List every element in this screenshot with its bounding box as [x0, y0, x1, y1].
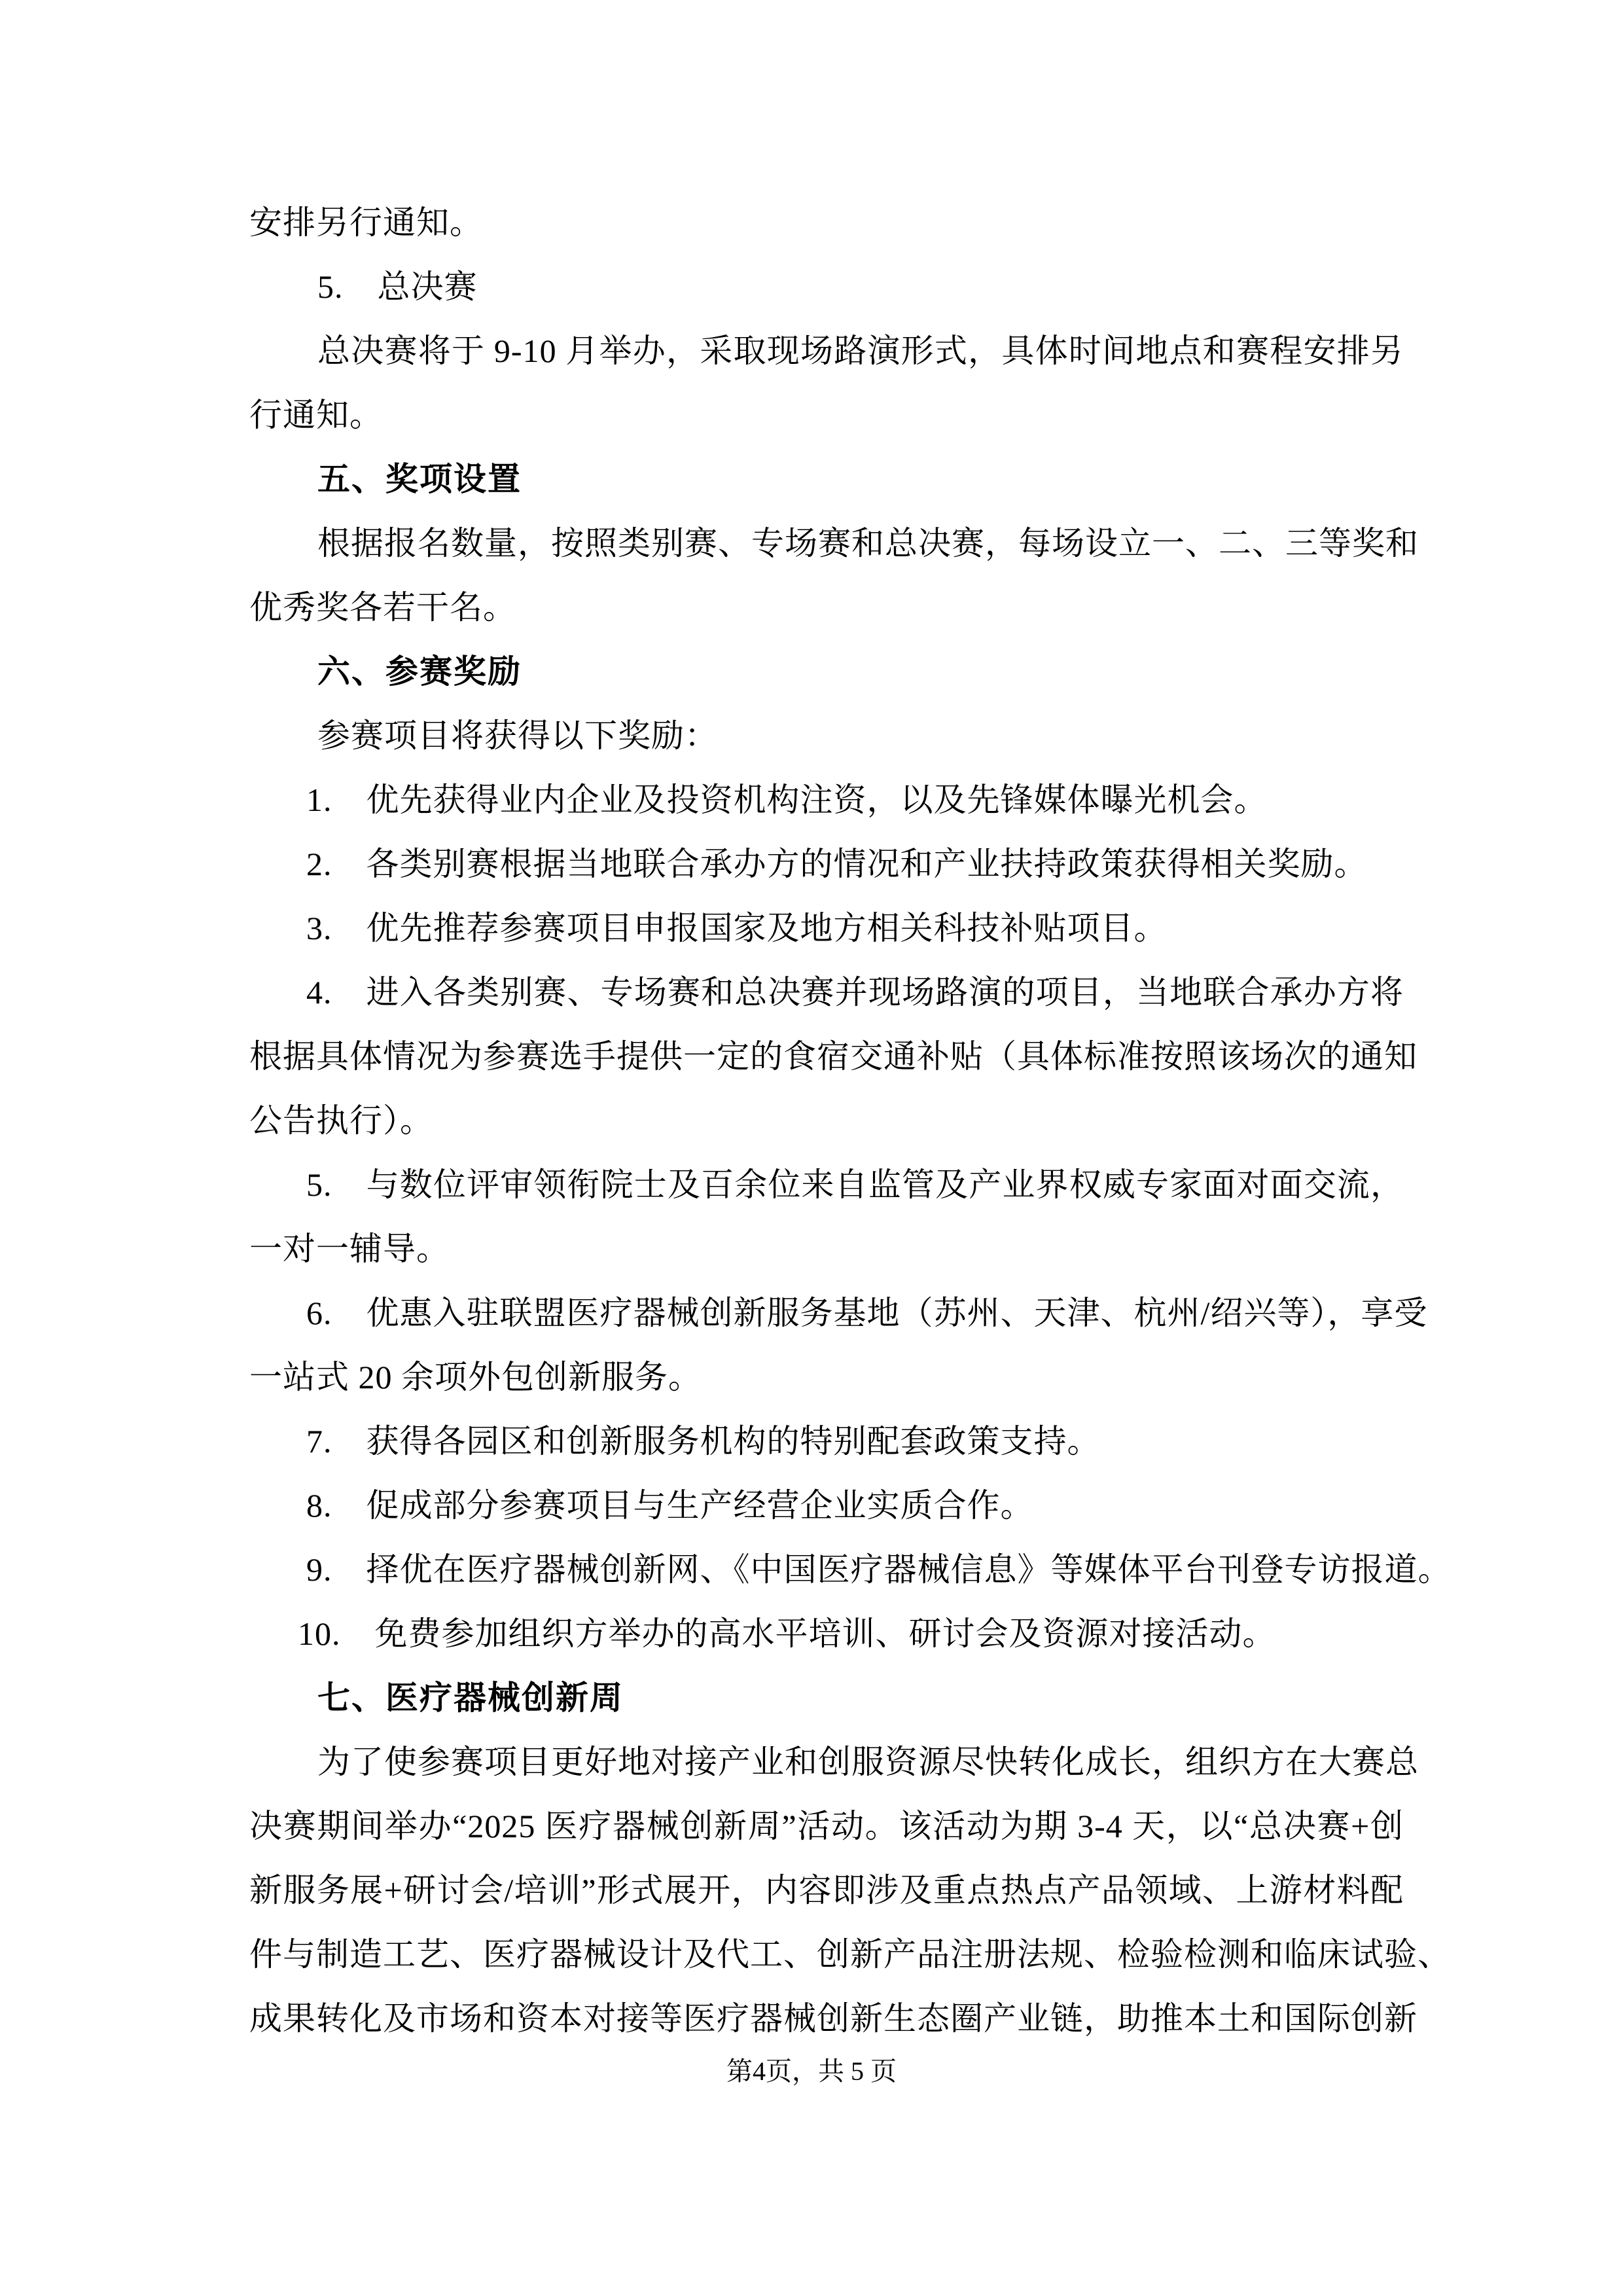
line-text: 获得各园区和创新服务机构的特别配套政策支持。 — [366, 1423, 1101, 1460]
text-line: 优秀奖各若干名。 — [249, 589, 516, 626]
line-text: 优先获得业内企业及投资机构注资，以及先锋媒体曝光机会。 — [366, 781, 1268, 818]
text-line: 安排另行通知。 — [249, 204, 483, 241]
text-line — [249, 255, 1404, 319]
text-line: 为了使参赛项目更好地对接产业和创服资源尽快转化成长，组织方在大赛总 — [317, 1744, 1419, 1780]
line-text: 与数位评审领衔院士及百余位来自监管及产业界权威专家面对面交流， — [366, 1166, 1404, 1203]
line-text: 总决赛 — [377, 268, 478, 305]
text-line — [249, 1537, 1452, 1602]
list-number: 3. — [306, 910, 332, 946]
list-number: 9. — [306, 1551, 332, 1588]
list-number: 8. — [306, 1487, 332, 1524]
text-line: 行通知。 — [249, 397, 383, 433]
text-line — [249, 768, 1404, 832]
line-text: 进入各类别赛、专场赛和总决赛并现场路演的项目，当地联合承办方将 — [366, 974, 1404, 1011]
line-text: 促成部分参赛项目与生产经营企业实质合作。 — [366, 1487, 1034, 1524]
page-footer: 第4页，共 5 页 — [726, 2056, 897, 2086]
text-line: 总决赛将于 9-10 月举办，采取现场路演形式，具体时间地点和赛程安排另 — [317, 332, 1404, 369]
list-number: 5. — [317, 268, 344, 305]
text-block — [249, 190, 1452, 2051]
list-number: 5. — [306, 1166, 332, 1203]
line-text: 择优在医疗器械创新网、《中国医疗器械信息》等媒体平台刊登专访报道。 — [366, 1551, 1452, 1588]
text-line: 成果转化及市场和资本对接等医疗器械创新生态圈产业链，助推本土和国际创新 — [249, 2000, 1418, 2037]
list-number: 10. — [298, 1615, 341, 1652]
text-line: 根据报名数量，按照类别赛、专场赛和总决赛，每场设立一、二、三等奖和 — [317, 525, 1419, 562]
text-line: 一站式 20 余项外包创新服务。 — [249, 1359, 702, 1395]
list-number: 1. — [306, 781, 332, 818]
text-line: 根据具体情况为参赛选手提供一定的食宿交通补贴（具体标准按照该场次的通知 — [249, 1038, 1418, 1075]
list-number: 4. — [306, 974, 332, 1011]
list-number: 2. — [306, 846, 332, 882]
list-number: 7. — [306, 1423, 332, 1460]
text-line — [249, 1602, 1404, 1666]
text-line: 决赛期间举办“2025 医疗器械创新周”活动。该活动为期 3-4 天，以“总决赛+创 — [249, 1808, 1404, 1844]
line-text: 优惠入驻联盟医疗器械创新服务基地（苏州、天津、杭州/绍兴等），享受 — [366, 1295, 1428, 1331]
line-text: 优先推荐参赛项目申报国家及地方相关科技补贴项目。 — [366, 910, 1168, 946]
section-heading: 五、奖项设置 — [317, 461, 522, 497]
text-line: 公告执行）。 — [249, 1102, 433, 1139]
text-line — [249, 1473, 1404, 1537]
list-number: 6. — [306, 1295, 332, 1331]
text-line: 件与制造工艺、医疗器械设计及代工、创新产品注册法规、检验检测和临床试验、 — [249, 1936, 1451, 1973]
text-line — [249, 960, 1404, 1024]
text-line — [249, 1409, 1404, 1473]
text-line: 一对一辅导。 — [249, 1230, 450, 1267]
text-line: 参赛项目将获得以下奖励： — [317, 717, 718, 754]
text-line: 新服务展+研讨会/培训”形式展开，内容即涉及重点热点产品领域、上游材料配 — [249, 1872, 1404, 1909]
text-line — [249, 1153, 1404, 1217]
line-text: 各类别赛根据当地联合承办方的情况和产业扶持政策获得相关奖励。 — [366, 846, 1368, 882]
text-line — [249, 896, 1404, 960]
text-line — [249, 1281, 1428, 1345]
line-text: 免费参加组织方举办的高水平培训、研讨会及资源对接活动。 — [374, 1615, 1276, 1652]
text-line — [249, 832, 1404, 896]
section-heading: 六、参赛奖励 — [317, 653, 522, 690]
section-heading: 七、医疗器械创新周 — [317, 1679, 624, 1716]
